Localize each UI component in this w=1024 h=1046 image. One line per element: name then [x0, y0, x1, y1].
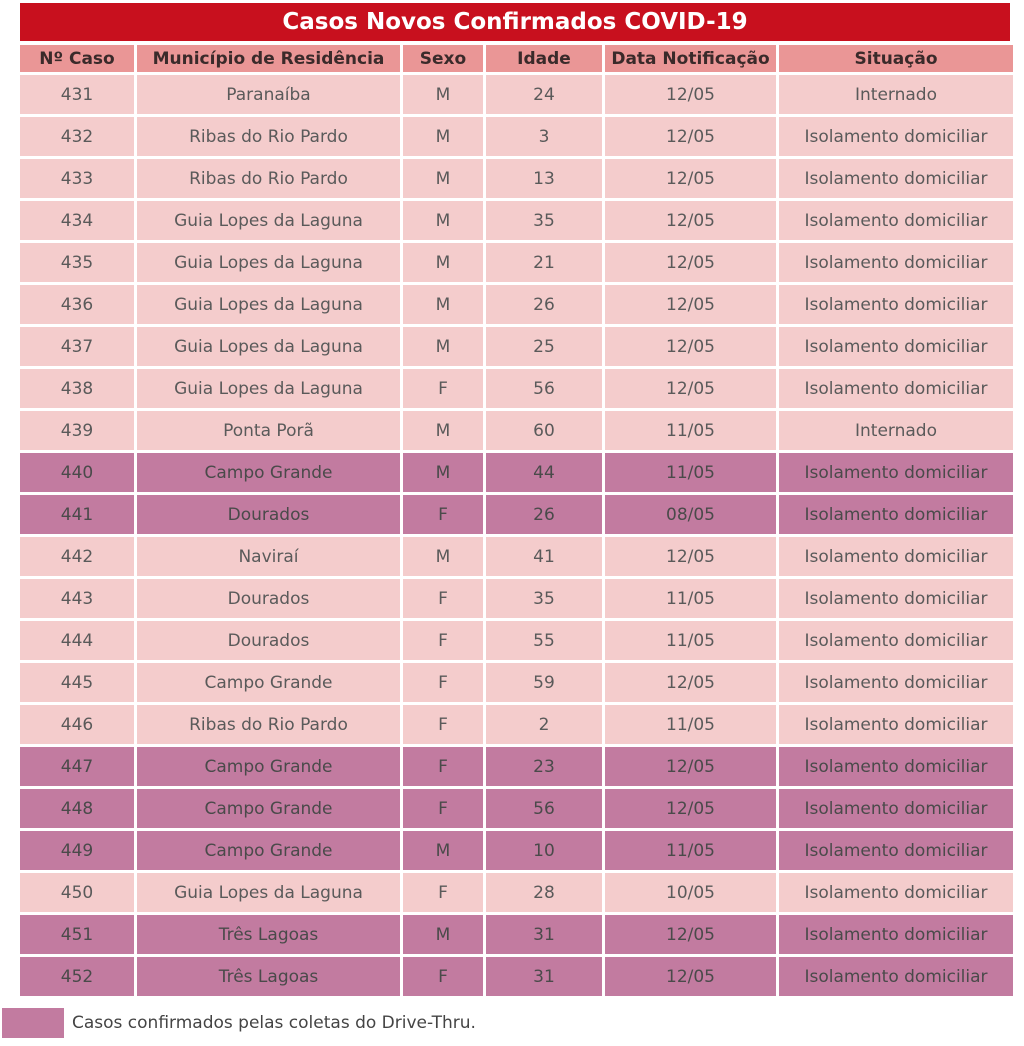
cell-idade: 55: [486, 621, 602, 660]
cell-data-notificacao: 12/05: [605, 537, 776, 576]
cell-situacao: Isolamento domiciliar: [779, 579, 1013, 618]
cell-caso: 449: [20, 831, 134, 870]
cell-idade: 56: [486, 789, 602, 828]
legend-label: Casos confirmados pelas coletas do Drive-Thru.: [72, 1013, 476, 1033]
cell-sexo: F: [403, 369, 483, 408]
cell-idade: 21: [486, 243, 602, 282]
cell-sexo: M: [403, 159, 483, 198]
cell-municipio: Guia Lopes da Laguna: [137, 873, 400, 912]
cell-municipio: Naviraí: [137, 537, 400, 576]
cell-data-notificacao: 12/05: [605, 747, 776, 786]
cell-situacao: Isolamento domiciliar: [779, 159, 1013, 198]
table-row: [20, 117, 1013, 156]
cell-sexo: M: [403, 243, 483, 282]
table-row: [20, 243, 1013, 282]
cell-situacao: Isolamento domiciliar: [779, 957, 1013, 996]
cell-caso: 441: [20, 495, 134, 534]
cell-caso: 442: [20, 537, 134, 576]
cell-caso: 444: [20, 621, 134, 660]
cell-data-notificacao: 12/05: [605, 75, 776, 114]
cell-municipio: Três Lagoas: [137, 957, 400, 996]
header-municipio: Município de Residência: [137, 45, 400, 72]
cell-municipio: Guia Lopes da Laguna: [137, 327, 400, 366]
cell-data-notificacao: 11/05: [605, 411, 776, 450]
cell-caso: 435: [20, 243, 134, 282]
cell-data-notificacao: 12/05: [605, 117, 776, 156]
cell-situacao: Isolamento domiciliar: [779, 663, 1013, 702]
header-situacao: Situação: [779, 45, 1013, 72]
cell-sexo: M: [403, 453, 483, 492]
cell-idade: 31: [486, 957, 602, 996]
cell-sexo: F: [403, 957, 483, 996]
cell-idade: 31: [486, 915, 602, 954]
table-row: [20, 75, 1013, 114]
cell-situacao: Internado: [779, 411, 1013, 450]
cell-sexo: M: [403, 915, 483, 954]
cell-sexo: F: [403, 705, 483, 744]
header-sexo: Sexo: [403, 45, 483, 72]
cell-situacao: Isolamento domiciliar: [779, 369, 1013, 408]
table-row: [20, 831, 1013, 870]
cell-caso: 440: [20, 453, 134, 492]
cell-caso: 434: [20, 201, 134, 240]
cell-municipio: Campo Grande: [137, 831, 400, 870]
cell-caso: 437: [20, 327, 134, 366]
cell-data-notificacao: 11/05: [605, 453, 776, 492]
cell-situacao: Isolamento domiciliar: [779, 453, 1013, 492]
cell-municipio: Guia Lopes da Laguna: [137, 369, 400, 408]
cell-sexo: F: [403, 747, 483, 786]
cell-municipio: Campo Grande: [137, 663, 400, 702]
cell-municipio: Dourados: [137, 579, 400, 618]
table-row: [20, 579, 1013, 618]
legend-drive-thru-swatch: [2, 1008, 64, 1038]
table-row: [20, 747, 1013, 786]
cell-situacao: Isolamento domiciliar: [779, 747, 1013, 786]
cell-sexo: F: [403, 663, 483, 702]
table-row: [20, 369, 1013, 408]
cell-situacao: Isolamento domiciliar: [779, 873, 1013, 912]
table-row: [20, 873, 1013, 912]
cell-data-notificacao: 12/05: [605, 957, 776, 996]
cell-idade: 26: [486, 285, 602, 324]
covid-cases-table: [17, 42, 1016, 999]
cell-data-notificacao: 12/05: [605, 915, 776, 954]
cell-sexo: F: [403, 621, 483, 660]
cell-data-notificacao: 11/05: [605, 579, 776, 618]
cell-caso: 438: [20, 369, 134, 408]
cell-data-notificacao: 10/05: [605, 873, 776, 912]
cell-caso: 445: [20, 663, 134, 702]
cell-idade: 41: [486, 537, 602, 576]
cell-situacao: Isolamento domiciliar: [779, 831, 1013, 870]
table-row: [20, 411, 1013, 450]
cell-sexo: M: [403, 327, 483, 366]
cell-data-notificacao: 12/05: [605, 159, 776, 198]
cell-data-notificacao: 12/05: [605, 327, 776, 366]
cell-idade: 2: [486, 705, 602, 744]
cell-situacao: Isolamento domiciliar: [779, 285, 1013, 324]
cell-municipio: Ribas do Rio Pardo: [137, 705, 400, 744]
cell-sexo: F: [403, 495, 483, 534]
cell-data-notificacao: 12/05: [605, 789, 776, 828]
cell-caso: 432: [20, 117, 134, 156]
cell-data-notificacao: 12/05: [605, 663, 776, 702]
cell-idade: 60: [486, 411, 602, 450]
cell-sexo: M: [403, 411, 483, 450]
cell-data-notificacao: 12/05: [605, 201, 776, 240]
table-row: [20, 201, 1013, 240]
cell-data-notificacao: 11/05: [605, 705, 776, 744]
cell-caso: 433: [20, 159, 134, 198]
cell-situacao: Internado: [779, 75, 1013, 114]
cell-caso: 447: [20, 747, 134, 786]
cell-idade: 35: [486, 579, 602, 618]
cell-idade: 23: [486, 747, 602, 786]
cell-caso: 446: [20, 705, 134, 744]
cell-caso: 443: [20, 579, 134, 618]
cell-sexo: M: [403, 537, 483, 576]
table-row: [20, 453, 1013, 492]
cell-sexo: M: [403, 285, 483, 324]
table-row: [20, 621, 1013, 660]
cell-idade: 59: [486, 663, 602, 702]
cell-situacao: Isolamento domiciliar: [779, 327, 1013, 366]
cell-idade: 35: [486, 201, 602, 240]
cell-sexo: M: [403, 117, 483, 156]
cell-data-notificacao: 12/05: [605, 369, 776, 408]
cell-idade: 56: [486, 369, 602, 408]
cell-sexo: M: [403, 201, 483, 240]
cell-sexo: F: [403, 579, 483, 618]
cell-municipio: Ribas do Rio Pardo: [137, 159, 400, 198]
table-row: [20, 789, 1013, 828]
cell-data-notificacao: 12/05: [605, 243, 776, 282]
cell-municipio: Campo Grande: [137, 789, 400, 828]
cell-municipio: Campo Grande: [137, 453, 400, 492]
cell-caso: 450: [20, 873, 134, 912]
cell-situacao: Isolamento domiciliar: [779, 621, 1013, 660]
cell-municipio: Dourados: [137, 495, 400, 534]
cell-idade: 44: [486, 453, 602, 492]
cell-idade: 3: [486, 117, 602, 156]
cell-situacao: Isolamento domiciliar: [779, 537, 1013, 576]
cell-idade: 24: [486, 75, 602, 114]
table-header-row: [20, 45, 1013, 72]
table-row: [20, 957, 1013, 996]
cell-situacao: Isolamento domiciliar: [779, 915, 1013, 954]
cell-municipio: Guia Lopes da Laguna: [137, 201, 400, 240]
table-row: [20, 705, 1013, 744]
table-row: [20, 285, 1013, 324]
cell-municipio: Guia Lopes da Laguna: [137, 285, 400, 324]
cell-municipio: Três Lagoas: [137, 915, 400, 954]
cell-situacao: Isolamento domiciliar: [779, 789, 1013, 828]
cell-sexo: M: [403, 75, 483, 114]
table-row: [20, 915, 1013, 954]
header-caso: Nº Caso: [20, 45, 134, 72]
cell-situacao: Isolamento domiciliar: [779, 705, 1013, 744]
table-row: [20, 663, 1013, 702]
cell-caso: 452: [20, 957, 134, 996]
cell-data-notificacao: 08/05: [605, 495, 776, 534]
cell-municipio: Paranaíba: [137, 75, 400, 114]
cell-caso: 448: [20, 789, 134, 828]
cell-municipio: Ribas do Rio Pardo: [137, 117, 400, 156]
header-idade: Idade: [486, 45, 602, 72]
table-row: [20, 495, 1013, 534]
cell-data-notificacao: 12/05: [605, 285, 776, 324]
cell-caso: 451: [20, 915, 134, 954]
cell-data-notificacao: 11/05: [605, 621, 776, 660]
cell-situacao: Isolamento domiciliar: [779, 117, 1013, 156]
cell-municipio: Ponta Porã: [137, 411, 400, 450]
cell-caso: 436: [20, 285, 134, 324]
cell-situacao: Isolamento domiciliar: [779, 201, 1013, 240]
cell-idade: 13: [486, 159, 602, 198]
cell-municipio: Guia Lopes da Laguna: [137, 243, 400, 282]
table-title: Casos Novos Confirmados COVID-19: [20, 3, 1010, 41]
header-data-notificacao: Data Notificação: [605, 45, 776, 72]
cell-idade: 28: [486, 873, 602, 912]
cell-municipio: Dourados: [137, 621, 400, 660]
cell-idade: 26: [486, 495, 602, 534]
cell-sexo: F: [403, 789, 483, 828]
cell-municipio: Campo Grande: [137, 747, 400, 786]
table-row: [20, 159, 1013, 198]
cell-idade: 25: [486, 327, 602, 366]
cell-caso: 439: [20, 411, 134, 450]
table-row: [20, 327, 1013, 366]
cell-idade: 10: [486, 831, 602, 870]
cell-situacao: Isolamento domiciliar: [779, 243, 1013, 282]
cell-data-notificacao: 11/05: [605, 831, 776, 870]
cell-situacao: Isolamento domiciliar: [779, 495, 1013, 534]
cell-sexo: F: [403, 873, 483, 912]
cell-caso: 431: [20, 75, 134, 114]
table-row: [20, 537, 1013, 576]
cell-sexo: M: [403, 831, 483, 870]
legend: [2, 1008, 476, 1038]
